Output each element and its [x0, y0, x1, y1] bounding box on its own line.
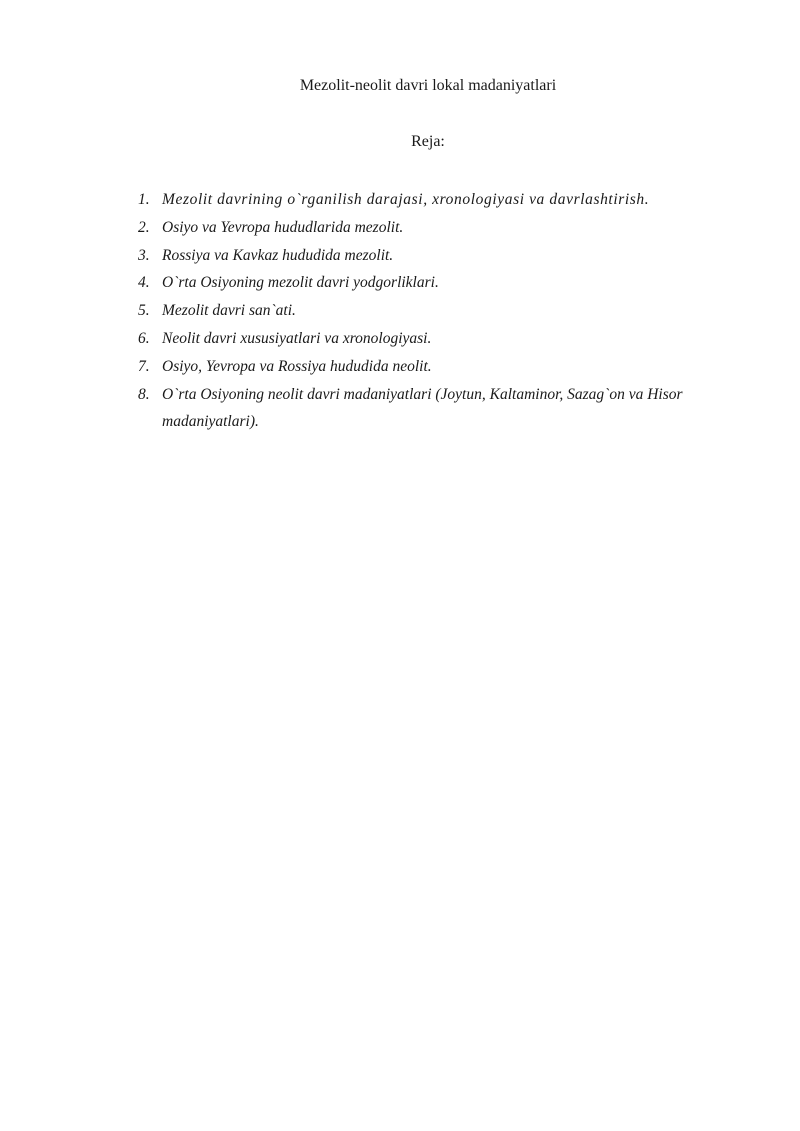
plan-heading: Reja:: [411, 133, 445, 150]
plan-item-text: Rossiya va Kavkaz hududida mezolit.: [162, 246, 394, 264]
plan-item-2: [138, 214, 728, 242]
plan-item-number: 4.: [138, 274, 150, 292]
plan-item-number: 8.: [138, 385, 150, 403]
plan-item-number: 6.: [138, 329, 150, 347]
plan-item-number: 3.: [138, 246, 150, 264]
plan-item-7: [138, 353, 728, 381]
plan-item-number: 5.: [138, 302, 150, 320]
plan-item-text: Neolit davri xususiyatlari va xronologiyasi.: [162, 329, 432, 347]
plan-item-text: O`rta Osiyoning neolit davri madaniyatlari (Joytun, Kaltaminor, Sazag`on va Hisor madaniyatlari).: [162, 385, 683, 431]
plan-item-number: 7.: [138, 357, 150, 375]
plan-item-text: Mezolit davri san`ati.: [162, 302, 296, 320]
plan-item-8: [138, 381, 728, 437]
plan-item-number: 2.: [138, 218, 150, 236]
plan-item-3: [138, 242, 728, 270]
plan-item-text: Mezolit davrining o`rganilish darajasi, xronologiyasi va davrlashtirish.: [162, 191, 650, 208]
plan-item-text: Osiyo va Yevropa hududlarida mezolit.: [162, 218, 404, 236]
plan-list: [138, 186, 728, 436]
plan-item-number: 1.: [138, 191, 150, 208]
plan-item-1: [138, 186, 728, 214]
plan-item-6: [138, 325, 728, 353]
plan-item-text: Osiyo, Yevropa va Rossiya hududida neolit.: [162, 357, 432, 375]
document-title: Mezolit-neolit davri lokal madaniyatlari: [299, 77, 557, 94]
plan-item-text: O`rta Osiyoning mezolit davri yodgorliklari.: [162, 274, 439, 292]
plan-item-4: [138, 269, 728, 297]
plan-item-5: [138, 297, 728, 325]
